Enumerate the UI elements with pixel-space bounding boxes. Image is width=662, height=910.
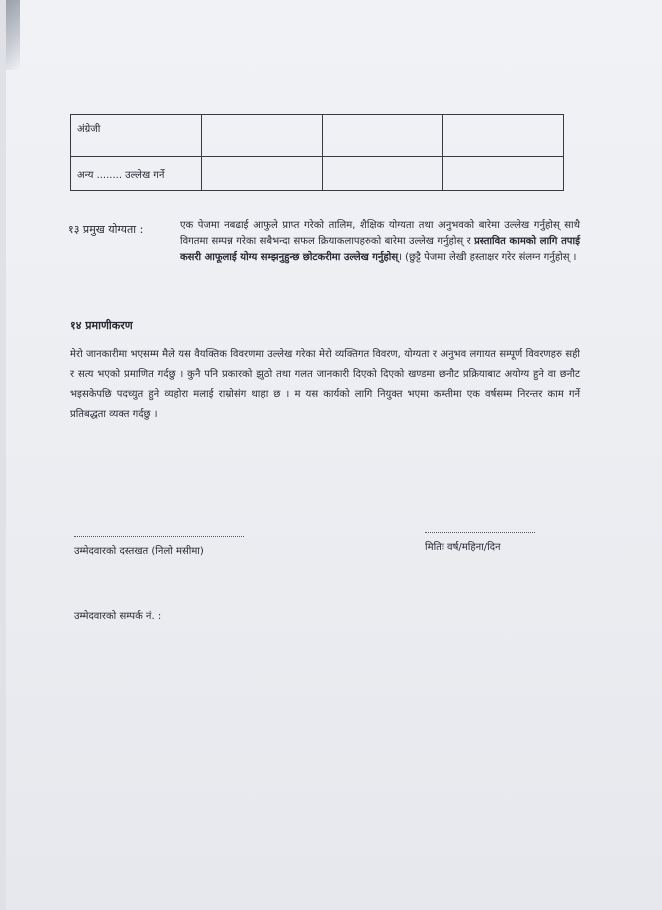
table-cell	[443, 157, 564, 191]
page-fold-shadow	[6, 0, 20, 70]
table-cell	[322, 115, 443, 157]
signature-label: उम्मेदवारको दस्तखत (निलो मसीमा)	[74, 546, 204, 557]
language-table	[70, 114, 564, 191]
qualification-label: १३ प्रमुख योग्यता :	[68, 223, 144, 236]
contact-number-label: उम्मेदवारको सम्पर्क नं. :	[74, 611, 162, 622]
certification-title: १४ प्रमाणीकरण	[70, 319, 133, 332]
table-cell: अन्य ........ उल्लेख गर्ने	[71, 157, 202, 191]
qualification-text-bold: प्रस्तावित कामको लागि तपाई कसरी आफूलाई योग्य सम्झनुहुन्छ छोटकरीमा उल्लेख गर्नुहोस्	[180, 236, 580, 263]
table-row	[71, 115, 564, 157]
table-cell: अंग्रेजी	[71, 115, 202, 157]
signature-line	[74, 536, 244, 537]
qualification-text	[180, 218, 580, 266]
table-cell	[202, 115, 323, 157]
date-label: मितिः वर्ष/महिना/दिन	[425, 542, 501, 553]
qualification-text-part1: एक पेजमा नबढाई आफुले प्राप्त गरेको तालिम, शैक्षिक योग्यता तथा अनुभवको बारेमा उल्लेख गर्नुहोस् साथै विगतमा सम्पन्न गरेका सबैभन्दा सफल क्रियाकलापहरुको बारेमा उल्लेख गर्नुहोस् र	[180, 220, 580, 247]
qualification-text-part2: । (छुट्टै पेजमा लेखी हस्ताक्षर गरेर संलग्न गर्नुहोस् ।	[398, 252, 577, 263]
certification-text: मेरो जानकारीमा भएसम्म मैले यस वैयक्तिक विवरणमा उल्लेख गरेका मेरो व्यक्तिगत विवरण, योग्यता र अनुभव लगायत सम्पूर्ण विवरणहरु सही र सत्य भएको प्रमाणित गर्दछु । कुनै पनि प्रकारको झुठो तथा गलत जानकारी दिएको दिएको खण्डमा छनौट प्रक्रियाबाट अयोग्य हुने वा छनौट भइसकेपछि पदच्युत हुने व्यहोरा मलाई राम्रोसंग थाहा छ । म यस कार्यको लागि नियुक्त भएमा कम्तीमा एक वर्षसम्म निरन्तर काम गर्ने प्रतिबद्धता व्यक्त गर्दछु ।	[70, 349, 580, 420]
table-cell	[322, 157, 443, 191]
table-row	[71, 157, 564, 191]
date-line	[425, 532, 535, 533]
table-cell	[443, 115, 564, 157]
table-cell	[202, 157, 323, 191]
